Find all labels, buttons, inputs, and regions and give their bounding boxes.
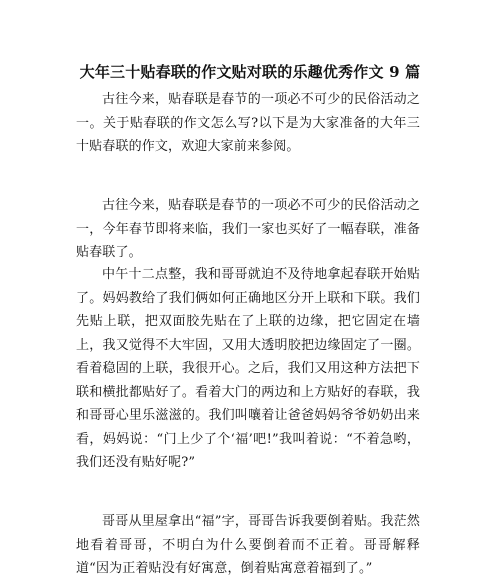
paragraph-spring-festival: 古往今来，贴春联是春节的一项必不可少的民俗活动之一，今年春节即将来临，我们一家也买好了一幅春联，准备贴春联了。 xyxy=(76,198,420,260)
paragraph-fu-character: 哥哥从里屋拿出“福”字，哥哥告诉我要倒着贴。我茫然地看着哥哥，不明白为什么要倒着而不正着。哥哥解释道“因为正着贴没有好寓意，倒着贴寓意着福到了。” xyxy=(76,514,420,576)
paragraph-pasting-couplets: 中午十二点整，我和哥哥就迫不及待地拿起春联开始贴了。妈妈教给了我们俩如何正确地区分开上联和下联。我们先贴上联，把双面胶先贴在了上联的边缘，把它固定在墙上，我又觉得不大牢固，又用大透明胶把边缘固定了一圈。看着稳固的上联，我很开心。之后，我们又用这种方法把下联和横批都贴好了。看着大门的两边和上方贴好的春联，我和哥哥心里乐滋滋的。我们叫嚷着让爸爸妈妈爷爷奶奶出来看，妈妈说：“门上少了个‘福’吧!”我叫着说：“不着急哟，我们还没有贴好呢?” xyxy=(76,267,420,470)
paragraph-intro: 古往今来，贴春联是春节的一项必不可少的民俗活动之一。关于贴春联的作文怎么写?以下是为大家准备的大年三十贴春联的作文，欢迎大家前来参阅。 xyxy=(76,92,420,154)
document-title: 大年三十贴春联的作文贴对联的乐趣优秀作文 9 篇 xyxy=(79,63,421,81)
